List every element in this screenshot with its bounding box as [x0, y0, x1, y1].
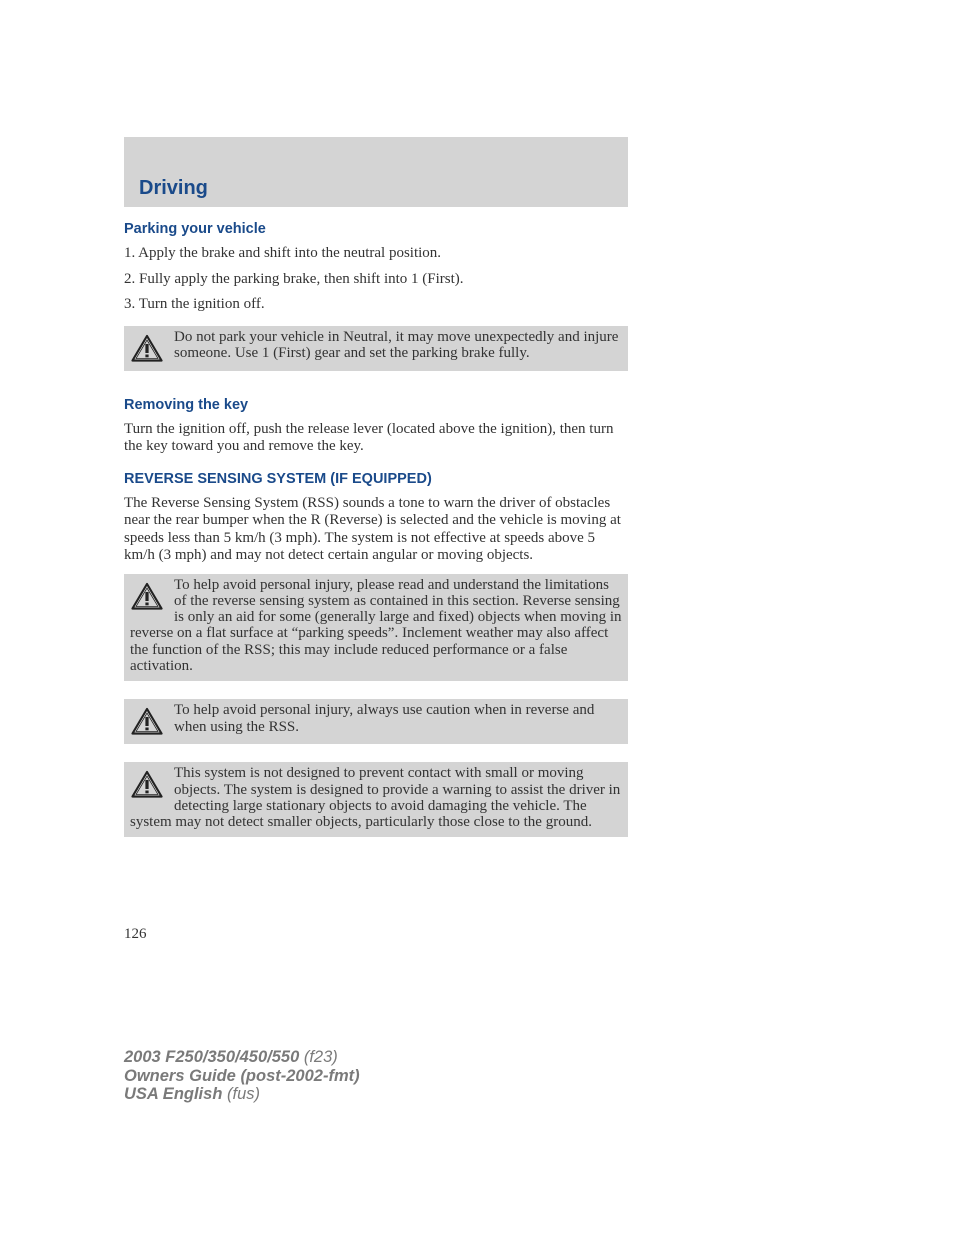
parking-warning-box: [124, 326, 628, 371]
warning-triangle-icon: [131, 582, 163, 612]
footer-line-3: [124, 1085, 360, 1104]
key-heading: Removing the key: [124, 396, 249, 413]
rss-heading: REVERSE SENSING SYSTEM (IF EQUIPPED): [124, 470, 432, 487]
warning-triangle-icon: [131, 334, 163, 364]
rss-warning-box-3: [124, 762, 628, 837]
key-text: Turn the ignition off, push the release lever (located above the ignition), then turn the key toward you and remove the key.: [124, 420, 614, 454]
footer-line-2: [124, 1067, 360, 1086]
footer-model: 2003 F250/350/450/550: [124, 1048, 300, 1066]
page-number: 126: [124, 926, 147, 942]
footer-model-code: (f23): [299, 1048, 338, 1066]
parking-step-3: 3. Turn the ignition off.: [124, 296, 265, 312]
section-header-band: [124, 137, 628, 207]
footer-guide: Owners Guide (post-2002-fmt): [124, 1066, 360, 1085]
parking-step-1: 1. Apply the brake and shift into the neutral position.: [124, 245, 442, 261]
rss-warning-box-1: [124, 574, 628, 682]
rss-warning-box-2: [124, 699, 628, 744]
parking-heading: Parking your vehicle: [124, 221, 266, 237]
footer-line-1: [124, 1048, 360, 1067]
rss-warning-text-3: This system is not designed to prevent contact with small or moving objects. The system is designed to provide a warning to assist the driver in detecting large stationary objects to avoid damaging the vehicle. The system may not detect smaller objects, particularly those close to the ground.: [130, 765, 621, 831]
rss-text: The Reverse Sensing System (RSS) sounds a tone to warn the driver of obstacles near the rear bumper when the R (Reverse) is selected and the vehicle is moving at speeds less than 5 km/h (3 mph). The system is not effective at speeds above 5 km/h (3 mph) and may not detect certain angular or moving objects.: [124, 494, 621, 563]
parking-step-2: 2. Fully apply the parking brake, then shift into 1 (First).: [124, 270, 464, 287]
document-footer: [124, 1048, 360, 1104]
warning-triangle-icon: [131, 707, 163, 737]
footer-language-code: (fus): [222, 1085, 260, 1103]
warning-triangle-icon: [131, 770, 163, 800]
rss-warning-text-1: To help avoid personal injury, please read and understand the limitations of the reverse sensing system as contained in this section. Reverse sensing is only an aid for some (generally large and fixed) objects when moving in reverse on a flat surface at “parking speeds”. Inclement weather may also affect the function of the RSS; this may include reduced performance or a false activation.: [130, 576, 622, 674]
rss-warning-text-2: To help avoid personal injury, always use caution when in reverse and when using the RSS.: [174, 702, 595, 735]
parking-warning-text: Do not park your vehicle in Neutral, it may move unexpectedly and injure someone. Use 1 (First) gear and set the parking brake fully.: [174, 328, 619, 361]
page-content: [124, 220, 628, 837]
footer-language: USA English: [124, 1085, 223, 1103]
section-title: Driving: [139, 177, 208, 199]
